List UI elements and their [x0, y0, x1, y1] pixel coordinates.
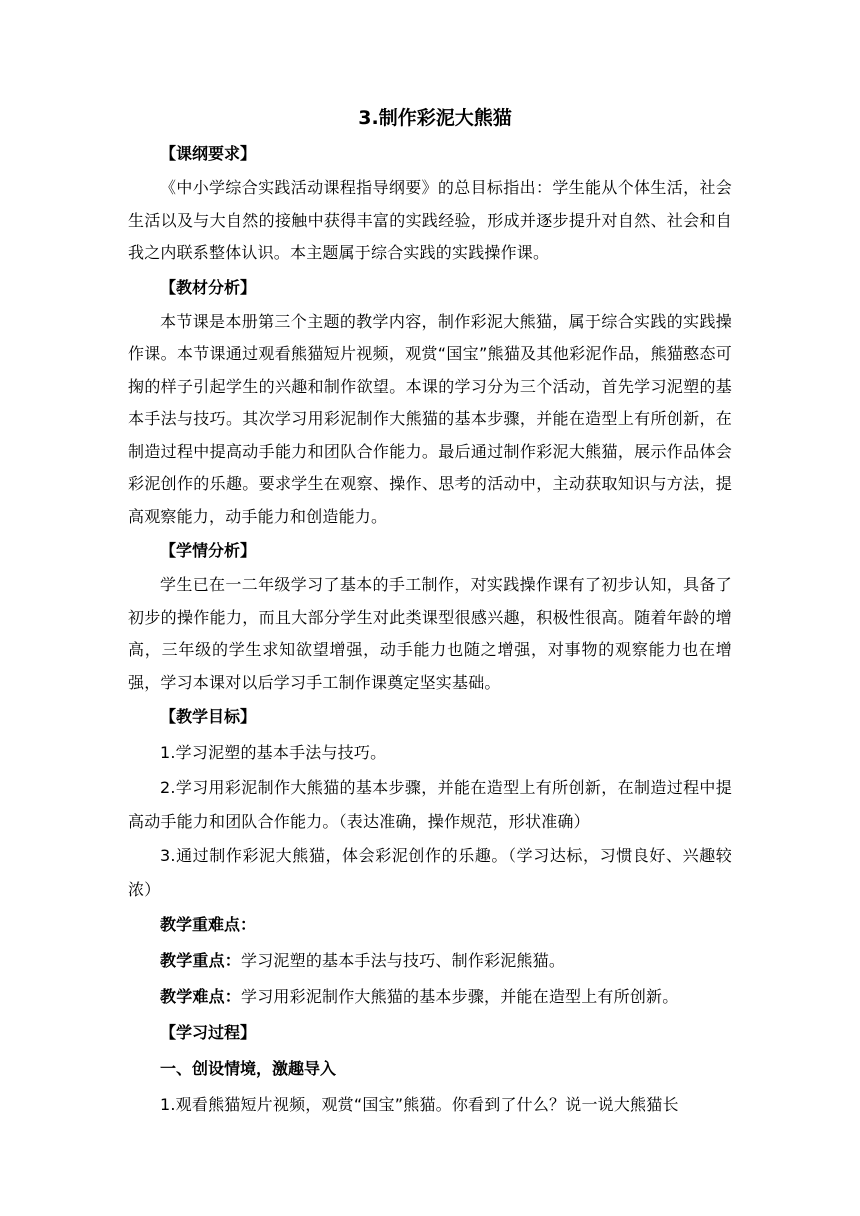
- teaching-goal-item-3: 3.通过制作彩泥大熊猫，体会彩泥创作的乐趣。（学习达标，习惯良好、兴趣较浓）: [128, 846, 732, 899]
- learning-process-heading: 【学习过程】: [160, 1023, 257, 1042]
- syllabus-heading: 【课纲要求】: [160, 144, 257, 163]
- teaching-goal-item-2: 2.学习用彩泥制作大熊猫的基本步骤，并能在造型上有所创新，在制造过程中提高动手能力和团队合作能力。（表达准确，操作规范，形状准确）: [128, 778, 732, 831]
- teaching-difficulty-label: 教学难点：: [160, 987, 242, 1006]
- teaching-focus-text: 学习泥塑的基本手法与技巧、制作彩泥熊猫。: [241, 951, 566, 970]
- learner-analysis-heading: 【学情分析】: [160, 541, 257, 560]
- key-points-heading: 教学重难点：: [160, 915, 257, 934]
- teaching-focus-label: 教学重点：: [160, 951, 242, 970]
- teaching-difficulty-line: [128, 979, 732, 1015]
- syllabus-paragraph: 《中小学综合实践活动课程指导纲要》的总目标指出：学生能从个体生活，社会生活以及与大自然的接触中获得丰富的实践经验，形成并逐步提升对自然、社会和自我之内联系整体认识。本主题属于综合实践的实践操作课。: [128, 178, 732, 262]
- process-step-1-item-1: 1.观看熊猫短片视频，观赏“国宝”熊猫。你看到了什么？说一说大熊猫长: [160, 1095, 679, 1114]
- teaching-goals-heading: 【教学目标】: [160, 707, 257, 726]
- teaching-difficulty-text: 学习用彩泥制作大熊猫的基本步骤，并能在造型上有所创新。: [241, 987, 679, 1006]
- teaching-focus-line: [128, 943, 732, 979]
- process-step-1-heading: 一、创设情境，激趣导入: [160, 1059, 337, 1078]
- material-analysis-paragraph: 本节课是本册第三个主题的教学内容，制作彩泥大熊猫，属于综合实践的实践操作课。本节课通过观看熊猫短片视频，观赏“国宝”熊猫及其他彩泥作品，熊猫憨态可掬的样子引起学生的兴趣和制作欲望。本课的学习分为三个活动，首先学习泥塑的基本手法与技巧。其次学习用彩泥制作大熊猫的基本步骤，并能在造型上有所创新，在制造过程中提高动手能力和团队合作能力。最后通过制作彩泥大熊猫，展示作品体会彩泥创作的乐趣。要求学生在观察、操作、思考的活动中，主动获取知识与方法，提高观察能力，动手能力和创造能力。: [128, 311, 732, 526]
- material-analysis-heading: 【教材分析】: [160, 277, 257, 297]
- teaching-goal-item-1: 1.学习泥塑的基本手法与技巧。: [160, 743, 387, 762]
- document-title: 3.制作彩泥大熊猫: [358, 107, 512, 129]
- learner-analysis-paragraph: 学生已在一二年级学习了基本的手工制作，对实践操作课有了初步认知，具备了初步的操作能力，而且大部分学生对此类课型很感兴趣，积极性很高。随着年龄的增高，三年级的学生求知欲望增强，动手能力也随之增强，对事物的观察能力也在增强，学习本课对以后学习手工制作课奠定坚实基础。: [128, 575, 732, 692]
